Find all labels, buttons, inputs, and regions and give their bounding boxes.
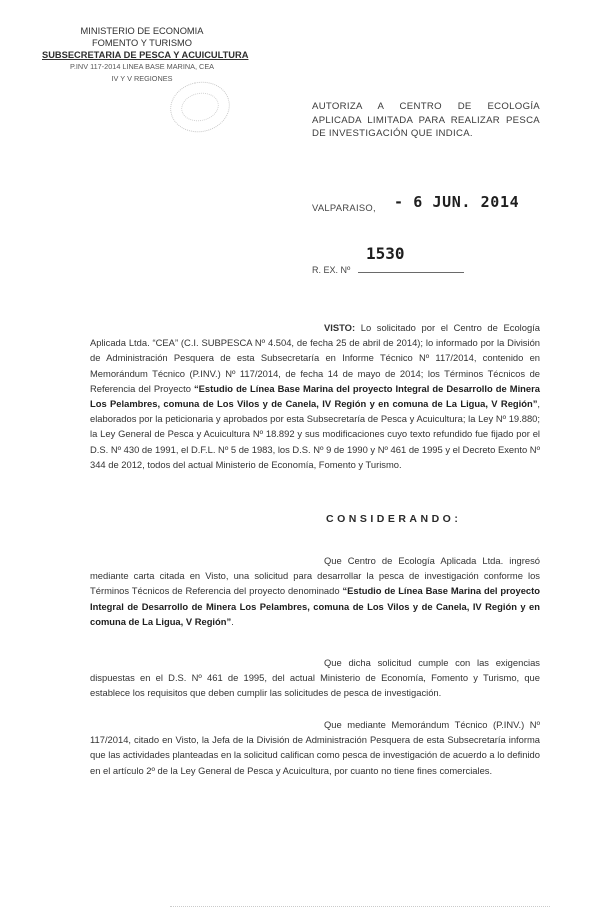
visto-paragraph [90,320,540,472]
resolution-number: 1530 [366,244,405,263]
resolution-number-label: R. EX. Nº [312,265,351,275]
ministry-name: MINISTERIO DE ECONOMIA [80,26,204,36]
visto-text-2: , elaborados por la peticionaria y aprobados por esta Subsecretaría de Pesca y Acuicultura; la Ley Nº 19.880; la Ley General de Pesca y Acuicultura Nº 18.892 y sus modificaciones cuyo texto refundido fue fijado por el D.S. Nº 430 de 1991, el D.F.L. Nº 5 de 1983, los D.S. Nº 9 de 1990 y Nº 461 de 1995 y el Decreto Exento Nº 344 de 2012, todos del actual Ministerio de Economía, Fomento y Turismo. [90,398,540,470]
considerando-paragraph-3 [90,717,540,778]
subsecretaria-name: SUBSECRETARIA DE PESCA Y ACUICULTURA [42,49,249,60]
resolution-number-underline [358,272,464,273]
letterhead [42,26,249,85]
visto-project-title: “Estudio de Línea Base Marina del proyecto Integral de Desarrollo de Minera Los Pelambres, comuna de Los Vilos y de Canela, IV Región y en comuna de La Ligua, V Región” [90,382,540,410]
p1-text-1: Que Centro de Ecología Aplicada Ltda. ingresó mediante carta citada en Visto, una solicitud para desarrollar la pesca de investigación conforme los Términos Técnicos de Referencia del proyecto denominado [90,555,540,597]
resolution-subject: AUTORIZA A CENTRO DE ECOLOGÍA APLICADA LIMITADA PARA REALIZAR PESCA DE INVESTIGACIÓN QUE INDICA. [312,101,540,139]
file-reference: P.INV 117-2014 LINEA BASE MARINA, CEA [69,62,215,72]
considerando-heading: CONSIDERANDO: [326,513,462,525]
p3-text: Que mediante Memorándum Técnico (P.INV.) Nº 117/2014, citado en Visto, la Jefa de la División de Administración Pesquera de esta Subsecretaría informa que las actividades planteadas en la solicitud califican como pesca de investigación de acuerdo a lo definido en el artículo 2º de la Ley General de Pesca y Acuicultura, por cuanto no tiene fines comerciales. [90,719,540,776]
office-stamp [165,76,234,137]
ministry-name-line2: FOMENTO Y TURISMO [91,37,193,48]
place-label: VALPARAISO, [312,202,376,213]
p1-project-title: “Estudio de Línea Base Marina del proyecto Integral de Desarrollo de Minera Los Pelambres, comuna de Los Vilos y de Canela, IV Región y en comuna de La Ligua, V Región” [90,585,540,627]
regions-reference: IV Y V REGIONES [111,74,173,84]
resolution-date: - 6 JUN. 2014 [394,193,520,211]
visto-text-1: Lo solicitado por el Centro de Ecología Aplicada Ltda. “CEA” (C.I. SUBPESCA Nº 4.504, de fecha 25 de abril de 2014); lo informado por la División de Administración Pesquera de esta Subsecretaría en Informe Técnico Nº 117/2014, contenido en Memorándum Técnico (P.INV.) Nº 117/2014, de fecha 14 de mayo de 2014; los Términos Técnicos de Referencia del Proyecto [90,322,540,394]
p1-text-2: . [231,615,234,627]
considerando-paragraph-2 [90,655,540,701]
visto-label: VISTO: [324,322,356,333]
footer-rule [170,906,550,907]
p2-text: Que dicha solicitud cumple con las exigencias dispuestas en el D.S. Nº 461 de 1995, del actual Ministerio de Economía, Fomento y Turismo, que establece los requisitos que deben cumplir las solicitudes de pesca de investigación. [90,657,540,699]
considerando-paragraph-1 [90,553,540,629]
